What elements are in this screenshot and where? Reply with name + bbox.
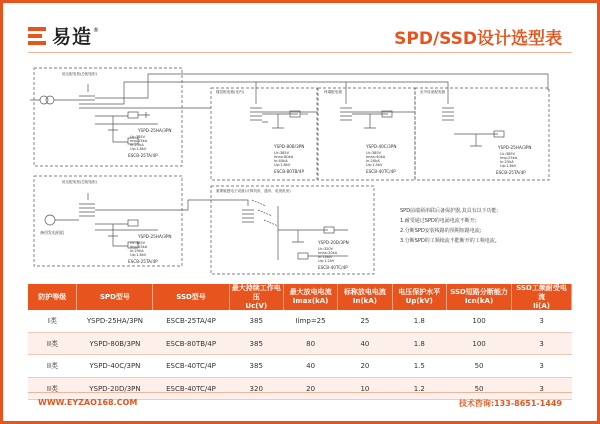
panel-box-1 bbox=[34, 68, 182, 166]
svg-text:Imax:40kA: Imax:40kA bbox=[366, 155, 386, 159]
panel-1-ssd: ESCB-25TA/4P bbox=[128, 153, 158, 158]
svg-text:ESCB-25TA/4P: ESCB-25TA/4P bbox=[128, 259, 158, 264]
hotline-text: 技术咨询:133-8651-1449 bbox=[458, 399, 562, 408]
svg-text:In:40kA: In:40kA bbox=[274, 159, 288, 163]
svg-text:YSPD-25HA/3PN: YSPD-25HA/3PN bbox=[498, 145, 532, 150]
header-up: 电压保护水平 Up(kV) bbox=[392, 284, 446, 310]
svg-text:YSPD-80B/3PN: YSPD-80B/3PN bbox=[274, 144, 305, 149]
svg-text:In:10kA: In:10kA bbox=[318, 255, 332, 259]
panel-6-label: 重要敏感电子设备(计算机房、通讯、电视机房) bbox=[216, 189, 291, 193]
header-spd-model: SPD型号 bbox=[77, 284, 153, 310]
note-1: 1.耐受通过SPD的电涌电流不断开; bbox=[400, 218, 477, 224]
panel-1-busbar bbox=[79, 84, 95, 108]
header-uc: 最大持续工作电压 Uc(V) bbox=[229, 284, 283, 310]
svg-text:In:25kA: In:25kA bbox=[130, 249, 144, 253]
header-imax: 最大放电电流 Imax(kA) bbox=[283, 284, 337, 310]
generator-label: 备用发电机组 bbox=[40, 230, 64, 235]
panel-box-2 bbox=[211, 88, 317, 180]
notes-heading: SPD前端须串联后备保护器,其具有以下功能: bbox=[400, 208, 499, 214]
svg-text:Up:1.8kV: Up:1.8kV bbox=[274, 163, 291, 167]
panel-2-label: 楼层配电箱(室内) bbox=[216, 90, 244, 94]
svg-text:Imax:20kA: Imax:20kA bbox=[318, 251, 338, 255]
svg-text:ESCB-25TA/4P: ESCB-25TA/4P bbox=[496, 170, 526, 175]
website-link[interactable]: WWW.EYZAO168.COM bbox=[38, 398, 138, 407]
registered-mark: ® bbox=[93, 27, 100, 34]
svg-text:Imp:25kA: Imp:25kA bbox=[500, 156, 518, 160]
svg-text:Uc:385V: Uc:385V bbox=[500, 152, 516, 156]
panel-5-label: 低压配电柜(总配电柜) bbox=[62, 180, 98, 184]
table-row: II类 YSPD-20D/3PN ESCB-40TC/4P 320 20 10 1.2 50 3 bbox=[28, 377, 572, 400]
panel-3-label: 终端配电箱 bbox=[324, 90, 342, 94]
brand-logo[interactable] bbox=[28, 22, 99, 49]
svg-text:Imp:25kA: Imp:25kA bbox=[130, 139, 148, 143]
panel-1-label: 低压配电柜(总配电柜) bbox=[62, 72, 98, 76]
svg-text:Uc:320V: Uc:320V bbox=[318, 247, 334, 251]
header-icn: SSD短路分断能力 Icn(kA) bbox=[446, 284, 511, 310]
page-title: SPD/SSD设计选型表 bbox=[394, 29, 562, 49]
note-2: 2.分断SPD安装线路的预期短路电流; bbox=[400, 228, 482, 234]
header-ii: SSD工频耐受电流 Ii(A) bbox=[512, 284, 572, 310]
wiring-diagram bbox=[28, 60, 572, 280]
header-in: 标称放电电流 In(kA) bbox=[338, 284, 392, 310]
table-row: II类 YSPD-40C/3PN ESCB-40TC/4P 385 40 20 1.5 50 3 bbox=[28, 355, 572, 378]
svg-text:Up:1.2kV: Up:1.2kV bbox=[318, 259, 335, 263]
svg-text:Uc:385V: Uc:385V bbox=[274, 151, 290, 155]
svg-text:YSPD-25HA/3PN: YSPD-25HA/3PN bbox=[138, 234, 172, 239]
svg-text:ESCB-40TC/4P: ESCB-40TC/4P bbox=[366, 169, 396, 174]
svg-text:Uc:385V: Uc:385V bbox=[130, 135, 146, 139]
logo-mark-icon bbox=[28, 27, 48, 45]
panel-box-5 bbox=[34, 176, 182, 266]
svg-text:In:20kA: In:20kA bbox=[366, 159, 380, 163]
header-protection-class: 防护等级 bbox=[28, 284, 77, 310]
svg-text:Uc:385V: Uc:385V bbox=[130, 241, 146, 245]
table-row: II类 YSPD-80B/3PN ESCB-80TB/4P 385 80 40 1.8 100 3 bbox=[28, 332, 572, 355]
svg-text:In:25kA: In:25kA bbox=[500, 160, 514, 164]
svg-text:Up:1.5kV: Up:1.5kV bbox=[366, 163, 383, 167]
svg-text:Imax:80kA: Imax:80kA bbox=[274, 155, 294, 159]
table-header-row bbox=[28, 284, 572, 310]
panel-5-busbar bbox=[79, 193, 95, 216]
header-ssd-model: SSD型号 bbox=[153, 284, 229, 310]
svg-text:ESCB-80TB/4P: ESCB-80TB/4P bbox=[274, 169, 304, 174]
panel-1-spd: YSPD-25HA/3PN bbox=[138, 128, 172, 133]
svg-text:Imp:25kA: Imp:25kA bbox=[130, 245, 148, 249]
header-divider bbox=[28, 52, 572, 53]
svg-text:ESCB-40TC/4P: ESCB-40TC/4P bbox=[318, 265, 348, 270]
svg-text:Uc:385V: Uc:385V bbox=[366, 151, 382, 155]
logo-text: 易造 bbox=[52, 26, 93, 48]
panel-4-label: 室外设备配电箱 bbox=[420, 90, 446, 94]
svg-text:Up:1.8kV: Up:1.8kV bbox=[130, 147, 147, 151]
svg-text:YSPD-40C/3PN: YSPD-40C/3PN bbox=[366, 144, 397, 149]
table-row: I类 YSPD-25HA/3PN ESCB-25TA/4P 385 Iimp=25 25 1.8 100 3 bbox=[28, 310, 572, 332]
selection-table bbox=[28, 284, 572, 400]
svg-text:Up:1.8kV: Up:1.8kV bbox=[130, 253, 147, 257]
svg-text:Up:1.8kV: Up:1.8kV bbox=[500, 164, 517, 168]
svg-text:In:25kA: In:25kA bbox=[130, 143, 144, 147]
footer-divider bbox=[28, 392, 572, 393]
note-3: 3.分断SPD的工频续流不能断开的工频电流。 bbox=[400, 238, 500, 244]
main-feed-a bbox=[95, 74, 548, 98]
svg-text:YSPD-20D/3PN: YSPD-20D/3PN bbox=[318, 240, 349, 245]
